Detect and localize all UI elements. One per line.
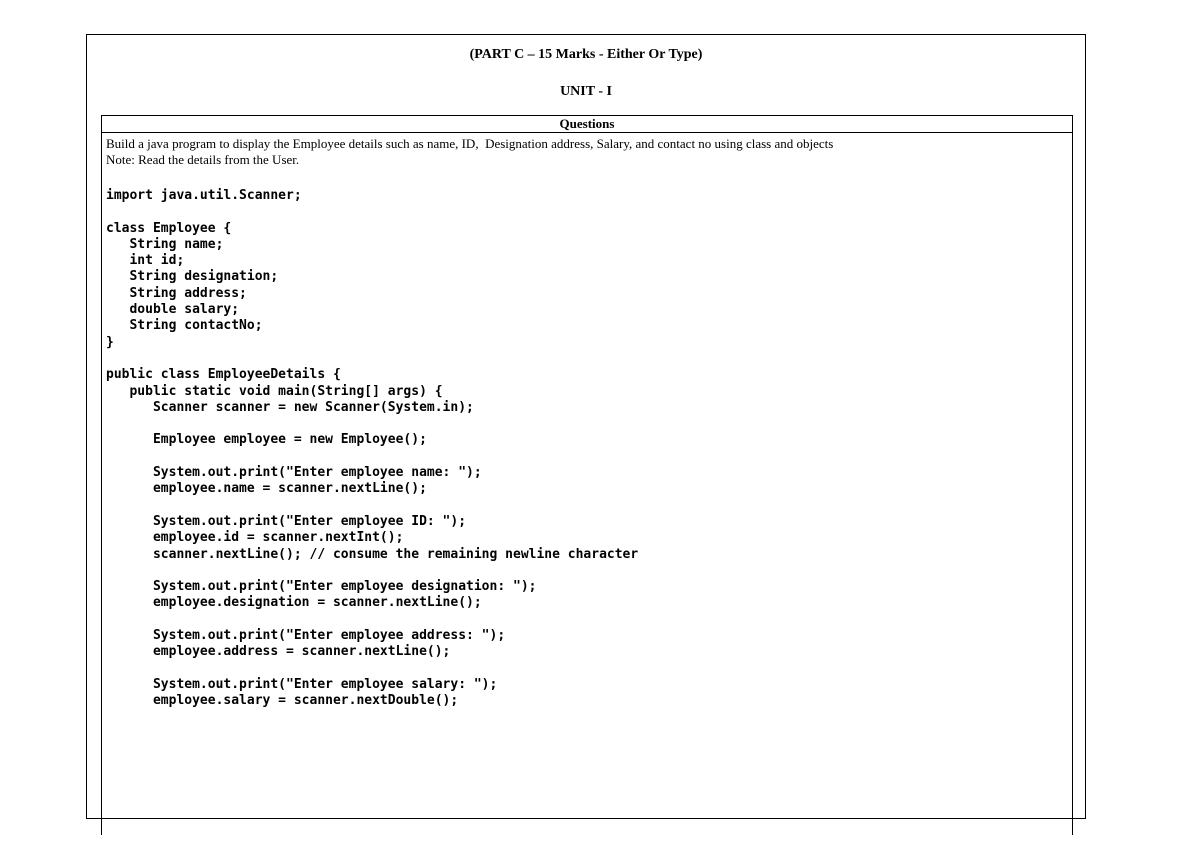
java-code-listing: import java.util.Scanner; class Employee { String name; int id; String designation; String address; double salary; String contactNo; } public class EmployeeDetails { public static void main(String[] args) { Scanner scanner = new Scanner(System.in); Employee employee = new Employee(); System.out.print("Enter employee name: "); employee.name = scanner.nextLine(); System.out.print("Enter employee ID: "); employee.id = scanner.nextInt(); scanner.nextLine(); // consume the remaining newline character System.out.print("Enter employee designation: "); employee.designation = scanner.nextLine(); System.out.print("Enter employee address: "); employee.address = scanner.nextLine(); System.out.print("Enter employee salary: "); employee.salary = scanner.nextDouble(); <box>106 188 639 709</box>
questions-column-header: Questions <box>102 116 1072 133</box>
question-note: Note: Read the details from the User. <box>106 152 300 167</box>
questions-table <box>101 115 1073 835</box>
question-cell <box>102 133 1072 710</box>
part-heading: (PART C – 15 Marks - Either Or Type) <box>469 47 703 62</box>
unit-heading: UNIT - I <box>560 84 612 99</box>
question-statement: Build a java program to display the Employee details such as name, ID, Designation address, Salary, and contact no using class and objects <box>106 136 834 151</box>
question-paper-frame <box>86 34 1086 819</box>
